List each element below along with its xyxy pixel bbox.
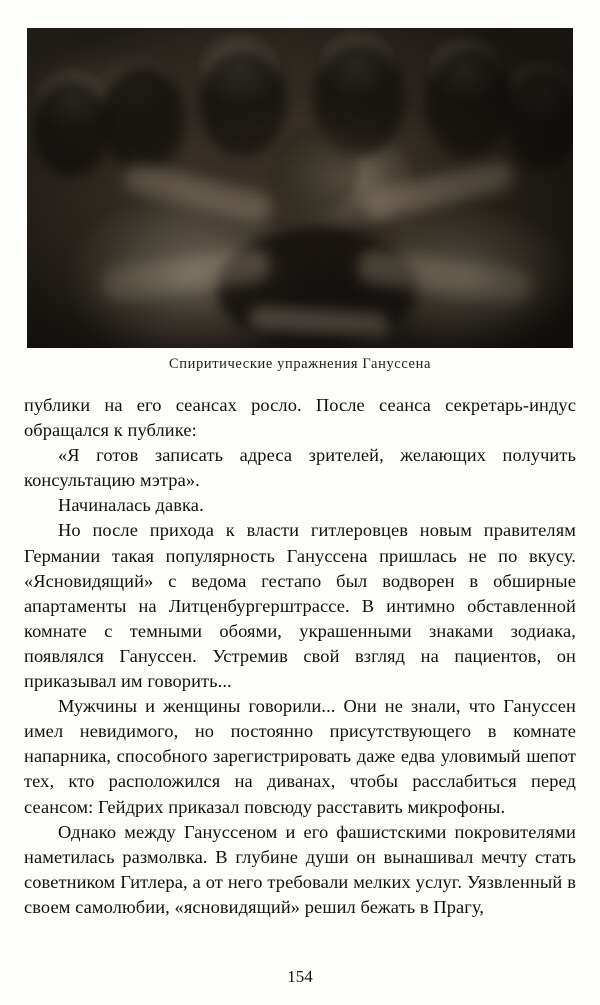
- paragraph: Но после прихода к власти гитлеровцев новым правителям Германии такая популярность Гануссена пришлась не по вкусу. «Ясновидящий» с ведома гестапо был водворен в обширные апартаменты на Литценбургерштрассе. В интимно обставленной комнате с темными обоями, украшенными знаками зодиака, появлялся Гануссен. Устремив свой взгляд на пациентов, он приказывал им говорить...: [24, 520, 576, 692]
- paragraph: Начиналась давка.: [58, 495, 204, 516]
- figure-caption: Спиритические упражнения Гануссена: [169, 356, 431, 372]
- paragraph: публики на его сеансах росло. После сеанса секретарь-индус обращался к публике:: [24, 395, 576, 441]
- paragraph: «Я готов записать адреса зрителей, желающих получить консультацию мэтра».: [24, 445, 576, 491]
- page-number: 154: [287, 967, 313, 986]
- seance-photograph: [27, 28, 573, 348]
- photo-vignette-overlay: [27, 28, 573, 348]
- paragraph: Однако между Гануссеном и его фашистскими покровителями наметилась размолвка. В глубине души он вынашивал мечту стать советником Гитлера, а от него требовали мелких услуг. Уязвленный в своем самолюбии, «ясновидящий» решил бежать в Прагу,: [24, 821, 576, 917]
- body-text: [24, 393, 576, 920]
- paragraph: Мужчины и женщины говорили... Они не знали, что Гануссен имел невидимого, но постоянно присутствующего в комнате напарника, способного зарегистрировать даже едва уловимый шепот тех, кто расположился на диванах, чтобы расслабиться перед сеансом: Гейдрих приказал повсюду расставить микрофоны.: [24, 696, 576, 817]
